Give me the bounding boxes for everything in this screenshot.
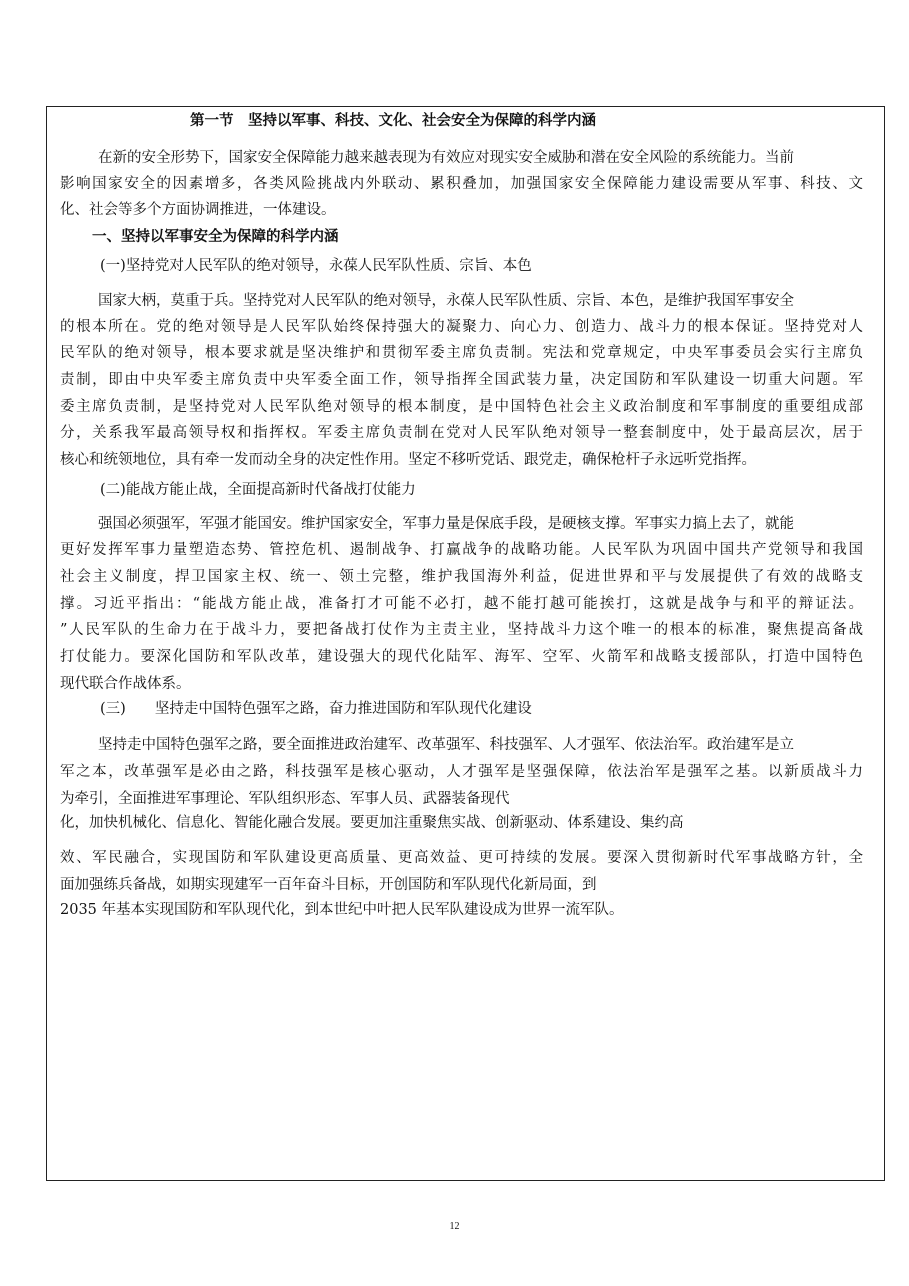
para3-line-7: 2035 年基本实现国防和军队现代化，到本世纪中叶把人民军队建设成为世界一流军队。 (60, 902, 624, 918)
para3-line-5: 效、军民融合，实现国防和军队建设更高质量、更高效益、更可持续的发展。要深入贯彻新时代军事战略方针，全 (60, 850, 863, 866)
para3-line-1: 坚持走中国特色强军之路，要全面推进政治建军、改革强军、科技强军、人才强军、依法治军。政治建军是立 (98, 737, 794, 753)
para1-line-1: 国家大柄，莫重于兵。坚持党对人民军队的绝对领导，永葆人民军队性质、宗旨、本色，是维护我国军事安全 (98, 293, 794, 309)
heading-1: 一、坚持以军事安全为保障的科学内涵 (92, 228, 339, 245)
intro-line-3: 化、社会等多个方面协调推进，一体建设。 (60, 202, 336, 218)
subheading-2: (二)能战方能止战，全面提高新时代备战打仗能力 (100, 482, 416, 498)
para2-line-3: 社会主义制度，捍卫国家主权、统一、领土完整，维护我国海外利益，促进世界和平与发展提供了有效的战略支 (60, 569, 863, 585)
subheading-3: (三) 坚持走中国特色强军之路，奋力推进国防和军队现代化建设 (100, 701, 532, 717)
para1-line-4: 责制，即由中央军委主席负责中央军委全面工作，领导指挥全国武装力量，决定国防和军队建设一切重大问题。军 (60, 372, 863, 388)
subheading-1: (一)坚持党对人民军队的绝对领导，永葆人民军队性质、宗旨、本色 (100, 258, 532, 274)
intro-line-1: 在新的安全形势下，国家安全保障能力越来越表现为有效应对现实安全威胁和潜在安全风险的系统能力。当前 (98, 150, 794, 166)
page-number: 12 (449, 1221, 460, 1232)
para3-line-3: 为牵引，全面推进军事理论、军队组织形态、军事人员、武器装备现代 (60, 791, 510, 807)
para2-line-7: 现代联合作战体系。 (60, 676, 191, 692)
para1-line-2: 的根本所在。党的绝对领导是人民军队始终保持强大的凝聚力、向心力、创造力、战斗力的根本保证。坚持党对人 (60, 319, 863, 335)
para1-line-5: 委主席负责制，是坚持党对人民军队绝对领导的根本制度，是中国特色社会主义政治制度和军事制度的重要组成部 (60, 399, 863, 415)
para1-line-6: 分，关系我军最高领导权和指挥权。军委主席负责制在党对人民军队绝对领导一整套制度中，处于最高层次，居于 (60, 425, 863, 441)
para2-line-5: ”人民军队的生命力在于战斗力，要把备战打仗作为主责主业，坚持战斗力这个唯一的根本的标准，聚焦提高备战 (60, 622, 863, 638)
para3-line-4: 化，加快机械化、信息化、智能化融合发展。要更加注重聚焦实战、创新驱动、体系建设、集约高 (60, 815, 684, 831)
para3-line-2: 军之本，改革强军是必由之路，科技强军是核心驱动，人才强军是坚强保障，依法治军是强军之基。以新质战斗力 (60, 764, 863, 780)
para2-line-4: 撑。习近平指出：“能战方能止战，准备打才可能不必打，越不能打越可能挨打，这就是战争与和平的辩证法。 (60, 596, 863, 612)
intro-line-2: 影响国家安全的因素增多，各类风险挑战内外联动、累积叠加，加强国家安全保障能力建设需要从军事、科技、文 (60, 176, 863, 192)
para2-line-6: 打仗能力。要深化国防和军队改革，建设强大的现代化陆军、海军、空军、火箭军和战略支援部队，打造中国特色 (60, 649, 863, 665)
para2-line-2: 更好发挥军事力量塑造态势、管控危机、遏制战争、打赢战争的战略功能。人民军队为巩固中国共产党领导和我国 (60, 542, 863, 558)
section-title: 第一节 坚持以军事、科技、文化、社会安全为保障的科学内涵 (190, 112, 596, 129)
para1-line-3: 民军队的绝对领导，根本要求就是坚决维护和贯彻军委主席负责制。宪法和党章规定，中央军事委员会实行主席负 (60, 345, 863, 361)
para3-line-6: 面加强练兵备战，如期实现建军一百年奋斗目标，开创国防和军队现代化新局面，到 (60, 877, 597, 893)
para2-line-1: 强国必须强军，军强才能国安。维护国家安全，军事力量是保底手段，是硬核支撑。军事实力搞上去了，就能 (98, 516, 794, 532)
para1-line-7: 核心和统领地位，具有牵一发而动全身的决定性作用。坚定不移听党话、跟党走，确保枪杆子永远听党指挥。 (60, 452, 756, 468)
